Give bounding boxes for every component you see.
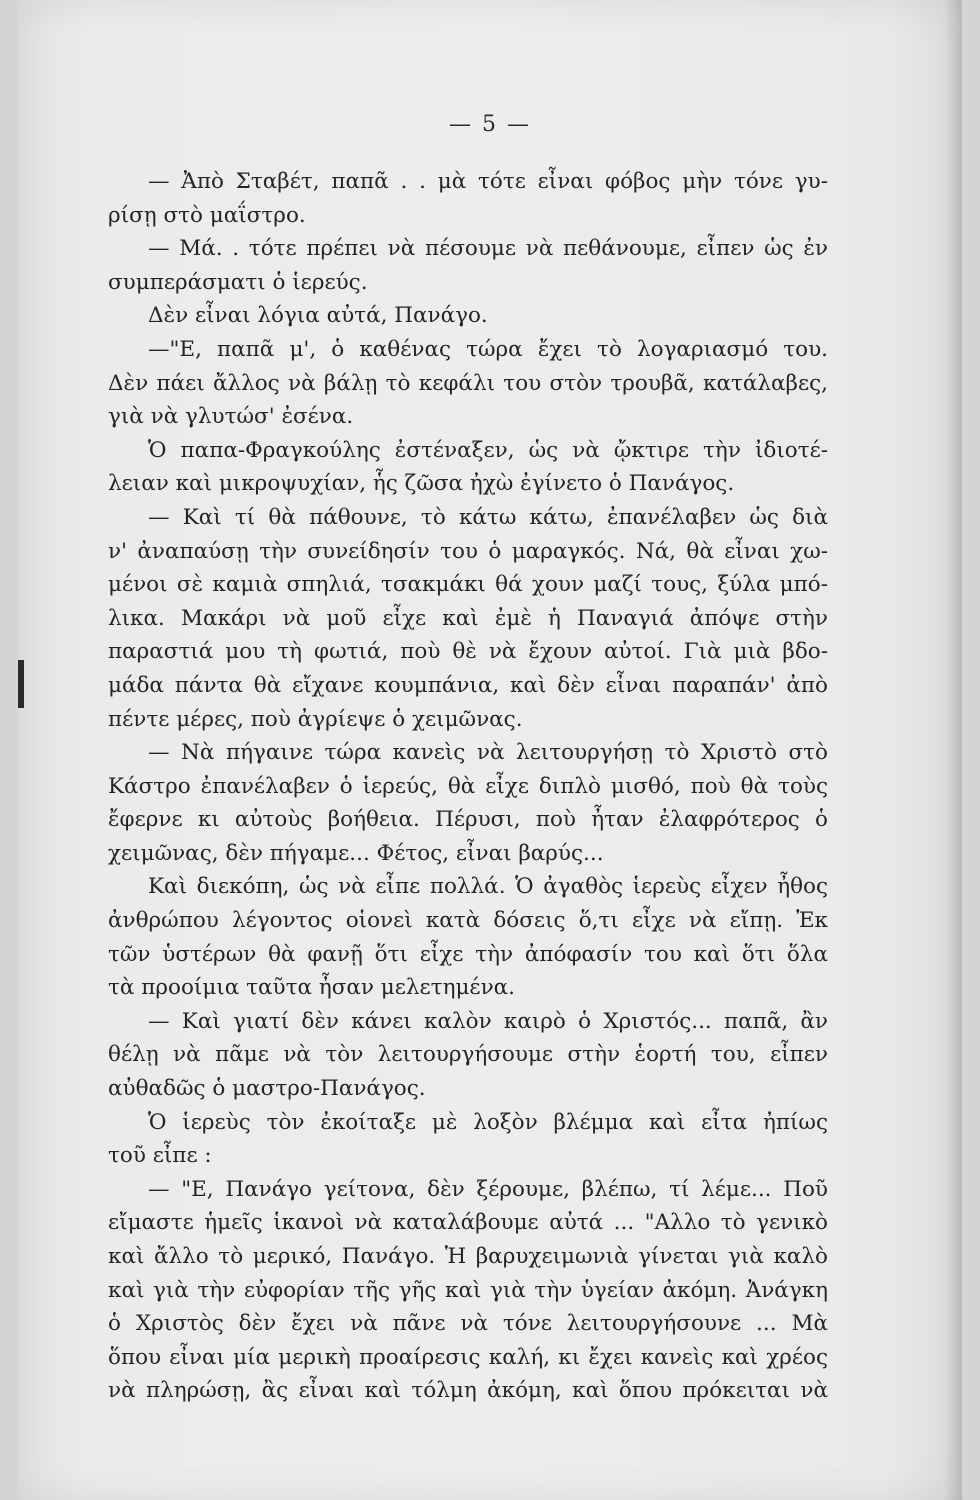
text-line: ρίσῃ στὸ μαΐστρο. xyxy=(108,202,306,228)
text-line: — Ἀπὸ Σταβέτ, παπᾶ . . μὰ τότε εἶναι φόβος μὴν τόνε γυ- xyxy=(148,169,828,194)
text-line: ὁ Χριστὸς δὲν ἔχει νὰ πᾶνε νὰ τόνε λειτουργήσουνε ... Μὰ xyxy=(108,1311,828,1337)
text-line: — Καὶ τί θὰ πάθουνε, τὸ κάτω κάτω, ἐπανέλαβεν ὡς διὰ xyxy=(148,504,828,530)
text-line: Κάστρο ἐπανέλαβεν ὁ ἱερεύς, θὰ εἶχε διπλὸ μισθό, ποὺ θὰ τοὺς xyxy=(108,773,828,799)
text-line: Δὲν πάει ἄλλος νὰ βάλῃ τὸ κεφάλι του στὸν τρουβᾶ, κατάλαβες, xyxy=(108,370,828,396)
page-number: — 5 — xyxy=(449,112,531,137)
text-line: Καὶ διεκόπη, ὡς νὰ εἶπε πολλά. Ὁ ἀγαθὸς ἱερεὺς εἶχεν ἦθος xyxy=(148,874,828,900)
text-line: παραστιά μου τὴ φωτιά, ποὺ θὲ νὰ ἔχουν αὐτοί. Γιὰ μιὰ βδο- xyxy=(108,639,828,665)
text-line: ν' ἀναπαύσῃ τὴν συνείδησίν του ὁ μαραγκός. Νά, θὰ εἶναι χω- xyxy=(108,538,828,564)
body-text xyxy=(108,165,828,1408)
text-line: τοῦ εἶπε : xyxy=(108,1143,212,1169)
text-line: αὐθαδῶς ὁ μαστρο-Πανάγος. xyxy=(108,1076,426,1102)
text-line: Ὁ ἱερεὺς τὸν ἐκοίταξε μὲ λοξὸν βλέμμα καὶ εἶτα ἠπίως xyxy=(148,1109,828,1135)
text-line: νὰ πληρώσῃ, ἂς εἶναι καὶ τόλμη ἀκόμη, καὶ ὅπου πρόκειται νὰ xyxy=(108,1378,828,1404)
text-line: Ὁ παπα-Φραγκούλης ἐστέναξεν, ὡς νὰ ᾤκτιρε τὴν ἰδιοτέ- xyxy=(148,437,828,463)
text-line: καὶ ἄλλο τὸ μερικό, Πανάγο. Ἡ βαρυχειμωνιὰ γίνεται γιὰ καλὸ xyxy=(108,1244,828,1269)
text-line: καὶ γιὰ τὴν εὐφορίαν τῆς γῆς καὶ γιὰ τὴν ὑγείαν ἀκόμη. Ἀνάγκη xyxy=(108,1277,828,1303)
text-line: ἔφερνε κι αὐτοὺς βοήθεια. Πέρυσι, ποὺ ἦταν ἐλαφρότερος ὁ xyxy=(108,807,828,833)
text-line: — Μά. . τότε πρέπει νὰ πέσουμε νὰ πεθάνουμε, εἶπεν ὡς ἐν xyxy=(148,236,828,262)
text-line: ὅπου εἶναι μία μερικὴ προαίρεσις καλή, κι ἔχει κανεὶς καὶ χρέος xyxy=(108,1344,828,1370)
text-line: ἀνθρώπου λέγοντος οἱονεὶ κατὰ δόσεις ὅ,τι εἶχε νὰ εἴπῃ. Ἐκ xyxy=(108,908,828,934)
text-line: λικα. Μακάρι νὰ μοῦ εἶχε καὶ ἐμὲ ἡ Παναγιά ἀπόψε στὴν xyxy=(108,605,828,631)
text-line: λειαν καὶ μικροψυχίαν, ἧς ζῶσα ἠχὼ ἐγίνετο ὁ Πανάγος. xyxy=(108,471,735,497)
text-line: πέντε μέρες, ποὺ ἀγρίεψε ὁ χειμῶνας. xyxy=(108,706,523,732)
text-line: συμπεράσματι ὁ ἱερεύς. xyxy=(108,269,368,295)
text-line: θέλῃ νὰ πᾶμε νὰ τὸν λειτουργήσουμε στὴν ἑορτή του, εἶπεν xyxy=(108,1042,828,1068)
text-line: —"Ε, παπᾶ μ', ὁ καθένας τώρα ἔχει τὸ λογαριασμό του. xyxy=(148,336,828,362)
text-line: τῶν ὑστέρων θὰ φανῇ ὅτι εἶχε τὴν ἀπόφασίν του καὶ ὅτι ὅλα xyxy=(108,941,828,967)
text-line: Δὲν εἶναι λόγια αὐτά, Πανάγο. xyxy=(148,303,488,329)
text-line: — Νὰ πήγαινε τώρα κανεὶς νὰ λειτουργήσῃ τὸ Χριστὸ στὸ xyxy=(148,740,828,766)
page-edge-shadow xyxy=(944,0,962,1500)
text-line: μένοι σὲ καμιὰ σπηλιά, τσακμάκι θά χουν μαζί τους, ξύλα μπό- xyxy=(108,572,828,598)
text-line: — Καὶ γιατί δὲν κάνει καλὸν καιρὸ ὁ Χριστός... παπᾶ, ἂν xyxy=(148,1008,828,1034)
text-line: μάδα πάντα θὰ εἴχανε κουμπάνια, καὶ δὲν εἶναι παραπάν' ἀπὸ xyxy=(108,672,828,698)
text-line: τὰ προοίμια ταῦτα ἦσαν μελετημένα. xyxy=(108,975,515,1001)
text-line: εἴμαστε ἡμεῖς ἱκανοὶ νὰ καταλάβουμε αὐτά ... "Αλλο τὸ γενικὸ xyxy=(108,1210,828,1236)
binding-mark xyxy=(18,660,24,708)
text-line: — "Ε, Πανάγο γείτονα, δὲν ξέρουμε, βλέπω, τί λέμε... Ποῦ xyxy=(148,1176,828,1202)
text-line: χειμῶνας, δὲν πήγαμε... Φέτος, εἶναι βαρύς... xyxy=(108,840,604,866)
text-line: γιὰ νὰ γλυτώσ' ἐσένα. xyxy=(108,404,354,430)
